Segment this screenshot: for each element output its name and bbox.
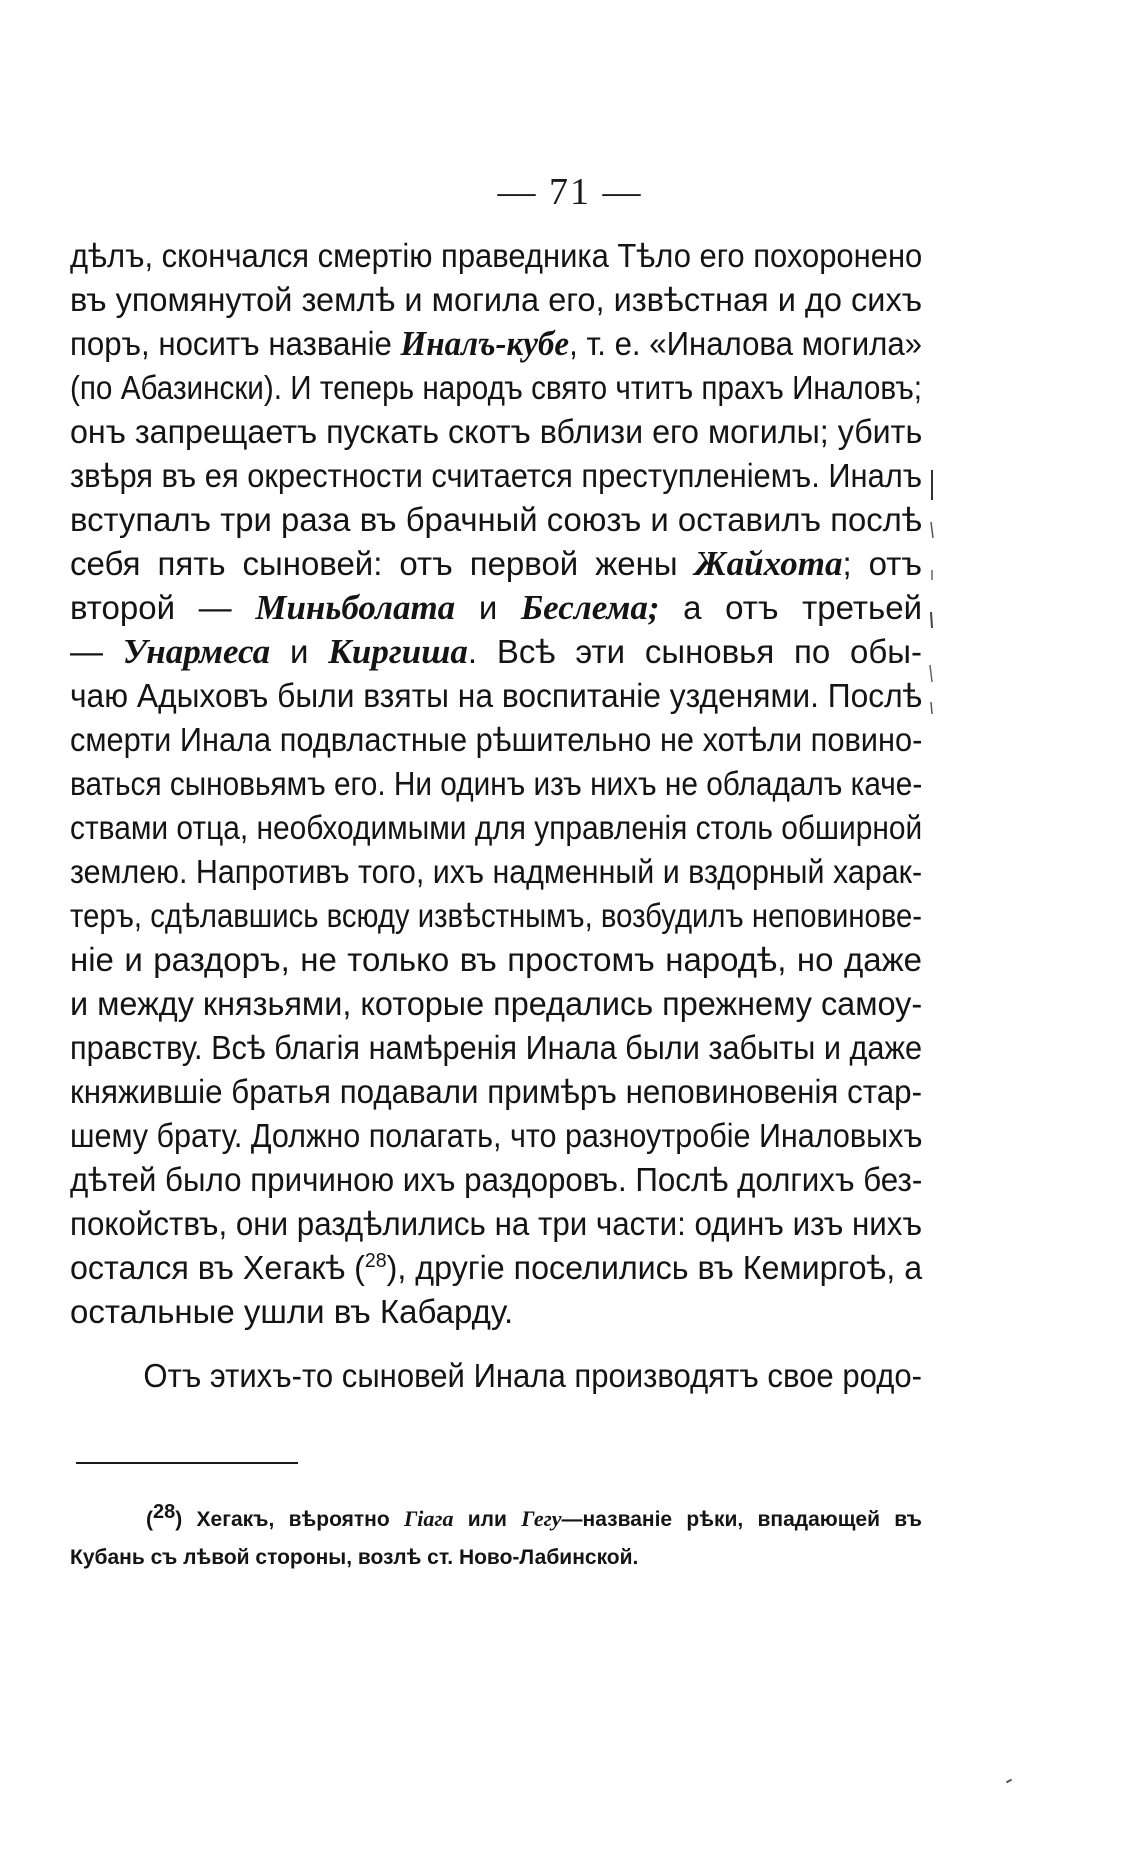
text-line [70, 1354, 922, 1398]
text-line [70, 454, 922, 498]
text-line [70, 1114, 922, 1158]
text-line [70, 234, 922, 278]
text-line [70, 894, 922, 938]
text-line [70, 1070, 922, 1114]
page-number: — 71 — [497, 171, 643, 213]
text-run: княжившіе братья подавали примѣръ неповиновенія стар- [70, 1073, 923, 1110]
text-run: ), другіе поселились въ Кемиргоѣ, а [386, 1249, 923, 1286]
text-line [70, 542, 922, 586]
text-run: —названіе рѣки, впадающей въ [561, 1508, 922, 1531]
text-line [70, 322, 922, 366]
text-run: онъ запрещаетъ пускать скотъ вблизи его могилы; убить [70, 413, 923, 450]
italic-name: Гегу [521, 1506, 562, 1531]
footnote-reference[interactable]: 28 [153, 1501, 176, 1523]
text-line [70, 1026, 922, 1070]
text-run: дѣлъ, скончался смертію праведника Тѣло его похоронено [70, 237, 923, 274]
text-line [70, 1290, 922, 1334]
text-run: вступалъ три раза въ брачный союзъ и оставилъ послѣ [70, 501, 922, 538]
text-run: и [270, 633, 329, 670]
text-line [70, 850, 922, 894]
text-run: землею. Напротивъ того, ихъ надменный и вздорный харак- [70, 853, 923, 890]
text-run: теръ, сдѣлавшись всюду извѣстнымъ, возбудилъ неповинове- [70, 897, 923, 934]
text-run: Кубань съ лѣвой стороны, возлѣ ст. Ново-Лабинской. [70, 1546, 639, 1569]
text-run: ) Хегакъ, вѣроятно [175, 1508, 404, 1531]
text-run: Отъ этихъ-то сыновей Инала производятъ свое родо- [143, 1357, 922, 1394]
text-run: . Всѣ эти сыновья по обы- [467, 633, 922, 670]
paragraph-gap [70, 1334, 922, 1354]
italic-name: Гіага [403, 1506, 454, 1531]
italic-name: Киргиша [328, 632, 468, 671]
text-run: въ упомянутой землѣ и могила его, извѣстная и до сихъ [70, 281, 923, 318]
text-run: ; отъ [842, 545, 922, 582]
italic-name: Миньболата [255, 588, 456, 627]
text-line [70, 806, 922, 850]
text-run: смерти Инала подвластные рѣшительно не хотѣли повино- [70, 721, 923, 758]
paragraph-1 [70, 234, 922, 1334]
text-line [70, 366, 922, 410]
text-run: и между князьями, которые предались прежнему самоу- [70, 985, 923, 1022]
text-line [70, 1539, 922, 1577]
italic-name: Беслема; [520, 588, 660, 627]
text-run: ніе и раздоръ, не только въ простомъ народѣ, но даже [70, 941, 922, 978]
text-line [70, 1500, 922, 1539]
text-run: правству. Всѣ благія намѣренія Инала были забыты и даже [70, 1029, 923, 1066]
text-line [70, 1158, 922, 1202]
text-run: шему брату. Должно полагать, что разноутробіе Иналовыхъ [70, 1117, 923, 1154]
text-line [70, 982, 922, 1026]
text-run: покойствъ, они раздѣлились на три части: одинъ изъ нихъ [70, 1205, 923, 1242]
text-run: , т. е. «Иналова могила» [569, 325, 923, 362]
text-line [70, 1202, 922, 1246]
text-run: ( [146, 1508, 153, 1531]
main-text [70, 234, 922, 1398]
text-line [70, 498, 922, 542]
paragraph-2 [70, 1354, 922, 1398]
text-line [70, 674, 922, 718]
margin-pencil-marks [926, 470, 938, 720]
text-line [70, 278, 922, 322]
text-run: остался въ Хегакѣ ( [70, 1249, 365, 1286]
text-line [70, 762, 922, 806]
text-line [70, 410, 922, 454]
text-run: звѣря въ ея окрестности считается преступленіемъ. Иналъ [70, 457, 923, 494]
text-run: второй — [70, 589, 256, 626]
paper-speck [1006, 1779, 1012, 1784]
text-run: себя пять сыновей: отъ первой жены [70, 545, 695, 582]
text-run: дѣтей было причиною ихъ раздоровъ. Послѣ долгихъ без- [70, 1161, 923, 1198]
text-run: ваться сыновьямъ его. Ни одинъ изъ нихъ не обладалъ каче- [70, 765, 923, 802]
text-line [70, 1246, 922, 1290]
text-run: чаю Адыховъ были взяты на воспитаніе узденями. Послѣ [70, 677, 923, 714]
italic-name: Жайхота [694, 544, 843, 583]
text-run: — [70, 633, 123, 670]
footnote-28 [70, 1500, 922, 1577]
text-line [70, 630, 922, 674]
footnote-reference[interactable]: 28 [364, 1250, 387, 1272]
text-run: а отъ третьей [659, 589, 923, 626]
text-run: и [455, 589, 521, 626]
italic-name: Унармеса [122, 632, 271, 671]
text-run: поръ, носитъ названіе [70, 325, 401, 362]
text-line [70, 718, 922, 762]
footnote-separator [76, 1462, 298, 1464]
text-line [70, 586, 922, 630]
text-run: (по Абазински). И теперь народъ свято чтитъ прахъ Иналовъ; [70, 369, 922, 406]
text-line [70, 938, 922, 982]
text-run: или [453, 1508, 522, 1531]
italic-name: Иналъ-кубе [400, 324, 570, 363]
text-run: остальные ушли въ Кабарду. [70, 1293, 514, 1330]
text-run: ствами отца, необходимыми для управленія столь обширной [70, 809, 923, 846]
